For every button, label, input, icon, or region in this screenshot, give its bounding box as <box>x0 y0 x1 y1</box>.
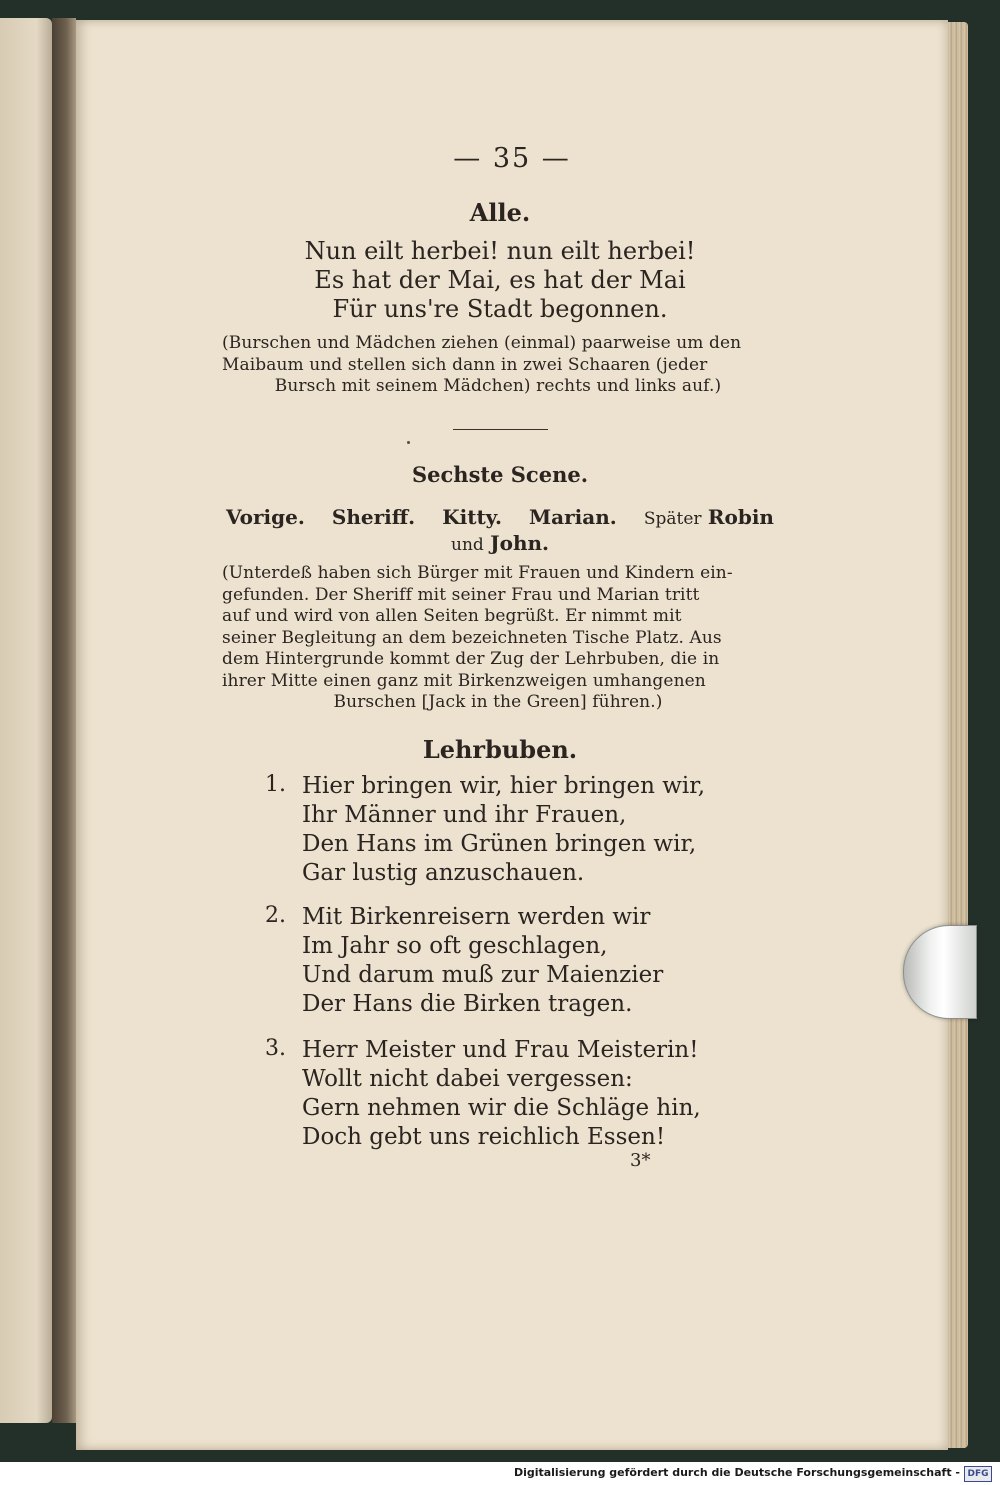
stage-line: ihrer Mitte einen ganz mit Birkenzweigen umhangenen <box>222 670 706 691</box>
cast-vorige: Vorige. <box>226 505 305 529</box>
verse-alle <box>200 237 800 324</box>
stage-line: Maibaum und stellen sich dann in zwei Schaaren (jeder <box>222 354 708 375</box>
scene-title: Sechste Scene. <box>411 462 589 487</box>
verse-line: Hier bringen wir, hier bringen wir, <box>302 773 706 799</box>
stage-direction-1 <box>222 333 774 398</box>
footer-credit: Digitalisierung gefördert durch die Deutsche Forschungsgemeinschaft - <box>513 1466 960 1479</box>
verse-line: Für uns're Stadt begonnen. <box>332 295 668 323</box>
verse-line: Den Hans im Grünen bringen wir, <box>302 831 697 857</box>
section-divider <box>453 429 548 430</box>
stage-line: (Unterdeß haben sich Bürger mit Frauen und Kindern ein- <box>222 563 733 583</box>
verse-line: Im Jahr so oft geschlagen, <box>302 933 608 959</box>
stage-line: (Burschen und Mädchen ziehen (einmal) paarweise um den <box>222 333 742 353</box>
ink-speck <box>407 441 410 444</box>
verse-line: Ihr Männer und ihr Frauen, <box>302 802 627 828</box>
verse-line: Der Hans die Birken tragen. <box>302 991 633 1017</box>
dfg-logo[interactable]: DFG <box>964 1466 992 1482</box>
cast-list <box>226 505 774 529</box>
cast-kitty: Kitty. <box>442 505 502 529</box>
stage-line: gefunden. Der Sheriff mit seiner Frau und Marian tritt <box>222 584 700 605</box>
cast-list-continued <box>226 531 774 555</box>
stage-direction-2 <box>222 563 774 714</box>
cast-sheriff: Sheriff. <box>331 505 416 529</box>
cast-john: John. <box>490 531 549 555</box>
stage-line: dem Hintergrunde kommt der Zug der Lehrbuben, die in <box>222 649 720 669</box>
stage-line: Bursch mit seinem Mädchen) rechts und links auf.) <box>274 376 722 396</box>
stage-line: auf und wird von allen Seiten begrüßt. Er nimmt mit <box>222 606 682 626</box>
cast-later-robin <box>644 505 774 529</box>
printer-signature-mark: 3* <box>630 1150 651 1171</box>
cast-robin: Robin <box>707 505 774 529</box>
verse-line: Wollt nicht dabei vergessen: <box>302 1066 633 1092</box>
speaker-heading-alle: Alle. <box>469 198 531 227</box>
cast-spaeter: Später <box>643 509 702 529</box>
digitization-footer <box>0 1462 1000 1485</box>
verse-line: Doch gebt uns reichlich Essen! <box>302 1124 666 1150</box>
verse-line: Und darum muß zur Maienzier <box>302 962 664 988</box>
verse-line: Mit Birkenreisern werden wir <box>302 904 651 930</box>
verse-line: Nun eilt herbei! nun eilt herbei! <box>304 237 696 265</box>
stanza-number: 2. <box>265 903 286 928</box>
cast-und: und <box>451 535 484 555</box>
page-number: — 35 — <box>453 143 571 174</box>
verse-line: Gar lustig anzuschauen. <box>302 860 585 886</box>
book-gutter <box>52 18 76 1423</box>
speaker-heading-lehrbuben: Lehrbuben. <box>422 735 578 764</box>
verse-line: Gern nehmen wir die Schläge hin, <box>302 1095 701 1121</box>
verse-line: Es hat der Mai, es hat der Mai <box>314 266 686 294</box>
stanza-number: 3. <box>265 1036 286 1061</box>
stage-line: seiner Begleitung an dem bezeichneten Tische Platz. Aus <box>222 627 722 648</box>
page-stack-edge <box>948 22 968 1448</box>
cast-marian: Marian. <box>529 505 617 529</box>
facing-page-edge <box>0 18 52 1423</box>
verse-line: Herr Meister und Frau Meisterin! <box>302 1037 699 1063</box>
stage-line: Burschen [Jack in the Green] führen.) <box>333 692 663 712</box>
stanza-number: 1. <box>265 772 286 797</box>
